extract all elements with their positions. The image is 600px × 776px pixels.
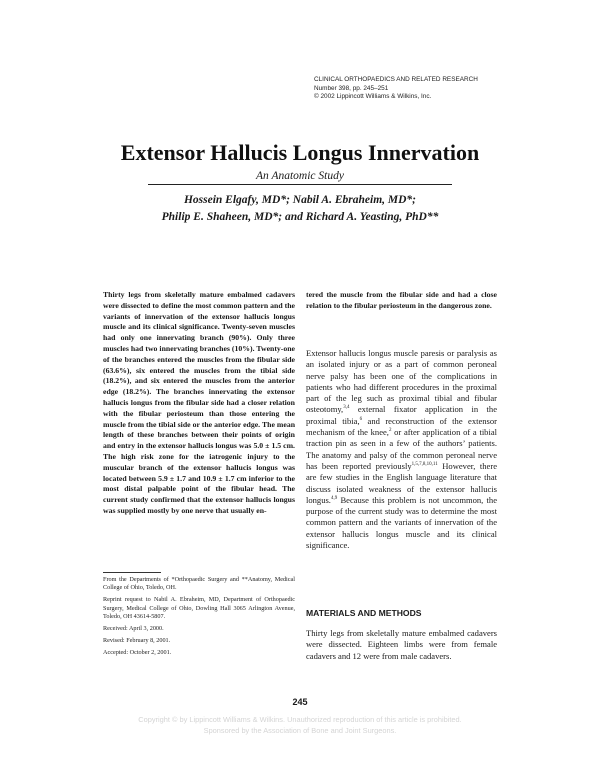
intro-text-3: and reconstruction of the extensor mechanism of the knee, xyxy=(306,415,497,438)
journal-header xyxy=(314,76,584,102)
footnote-affiliation: From the Departments of *Orthopaedic Surgery and **Anatomy, Medical College of Ohio, Toledo, OH. xyxy=(103,576,295,592)
citation-3[interactable]: 2 xyxy=(388,428,392,434)
article-subtitle: An Anatomic Study xyxy=(256,170,344,182)
watermark-line-1: Copyright © by Lippincott Williams & Wilkins. Unauthorized reproduction of this article is prohibited. xyxy=(138,715,462,724)
citation-4[interactable]: 1,5,7,8,10,11 xyxy=(411,462,438,468)
methods-heading: MATERIALS AND METHODS xyxy=(306,608,422,618)
intro-text-5: However, there are few studies in the English language literature that discuss isolated weakness of the extensor hallucis longus. xyxy=(306,460,497,505)
copyright-watermark xyxy=(0,715,600,736)
intro-text-1: Extensor hallucis longus muscle paresis or paralysis as an isolated injury or as a part of common peroneal nerve palsy has been one of the complications in patients who had different procedures in the proximal part of the leg such as proximal tibial and fibular osteotomy, xyxy=(306,348,497,415)
footnote-revised: Revised: February 8, 2001. xyxy=(103,637,171,645)
author-list xyxy=(0,192,600,226)
citation-1[interactable]: 3,4 xyxy=(343,405,350,411)
journal-copyright: © 2002 Lippincott Williams & Wilkins, Inc. xyxy=(314,93,432,101)
title-rule xyxy=(148,184,452,185)
footnote-received: Received: April 3, 2000. xyxy=(103,625,164,633)
journal-issue: Number 398, pp. 245–251 xyxy=(314,84,389,92)
footnote-accepted: Accepted: October 2, 2001. xyxy=(103,649,172,657)
intro-text-6: Because this problem is not uncommon, the purpose of the current study was to determine the most common pattern and the variants of innervation of the extensor hallucis longus muscle and its clinical significance. xyxy=(306,494,497,551)
abstract-column-1: Thirty legs from skeletally mature embalmed cadavers were dissected to define the most common pattern and the variants of innervation of the extensor hallucis longus muscle and its clinical significance. Twenty-seven muscles had only one innervating branch (90%). Only three muscles had two innervating branches (10%). Twenty-one of the branches entered the muscles from the fibular side (63.6%), six entered the muscles from the tibial side (18.2%), and six entered the muscles from the anterior edge (18.2%). The branches innervating the extensor hallucis longus from the fibular side had a closer relation with the fibular periosteum than those entering the muscle from the tibial side or the anterior edge. The mean length of these branches between their points of origin and entry in the extensor hallucis longus was 5.0 ± 1.5 cm. The high risk zone for the iatrogenic injury to the muscular branch of the extensor hallucis longus was located between 5.9 ± 1.7 and 10.9 ± 1.7 cm inferior to the most distal palpable point of the fibular head. The current study confirmed that the extensor hallucis longus was supplied mostly by one nerve that usually en- xyxy=(103,290,295,515)
watermark-line-2: Sponsored by the Association of Bone and Joint Surgeons. xyxy=(203,725,397,735)
footnotes xyxy=(103,576,295,662)
authors-line-1: Hossein Elgafy, MD*; Nabil A. Ebraheim, MD*; xyxy=(183,194,417,206)
intro-text-4: or after application of a tibial traction pin as seen in a few of the authors’ patients. The anatomy and palsy of the common peroneal nerve has been reported previously xyxy=(306,427,498,471)
introduction-paragraph xyxy=(306,348,497,551)
article-title: Extensor Hallucis Longus Innervation xyxy=(120,140,480,165)
footnote-rule xyxy=(103,572,161,573)
citation-5[interactable]: 4,9 xyxy=(330,496,338,502)
intro-text-2: external fixator application in the proximal tibia, xyxy=(306,404,497,426)
footnote-reprint: Reprint request to Nabil A. Ebraheim, MD, Department of Orthopaedic Surgery, Medical College of Ohio, Dowling Hall 3065 Arlington Avenue, Toledo, OH 43614-5807. xyxy=(103,596,295,620)
page-number: 245 xyxy=(292,697,308,707)
methods-paragraph: Thirty legs from skeletally mature embalmed cadavers were dissected. Eighteen limbs were from female cadavers and 12 were from male cadavers. xyxy=(306,628,497,661)
journal-name: CLINICAL ORTHOPAEDICS AND RELATED RESEARCH xyxy=(314,76,478,83)
citation-2[interactable]: 6 xyxy=(359,416,363,422)
abstract-column-2: tered the muscle from the fibular side and had a close relation to the fibular periosteum in the dangerous zone. xyxy=(306,290,497,310)
authors-line-2: Philip E. Shaheen, MD*; and Richard A. Yeasting, PhD** xyxy=(161,211,439,223)
